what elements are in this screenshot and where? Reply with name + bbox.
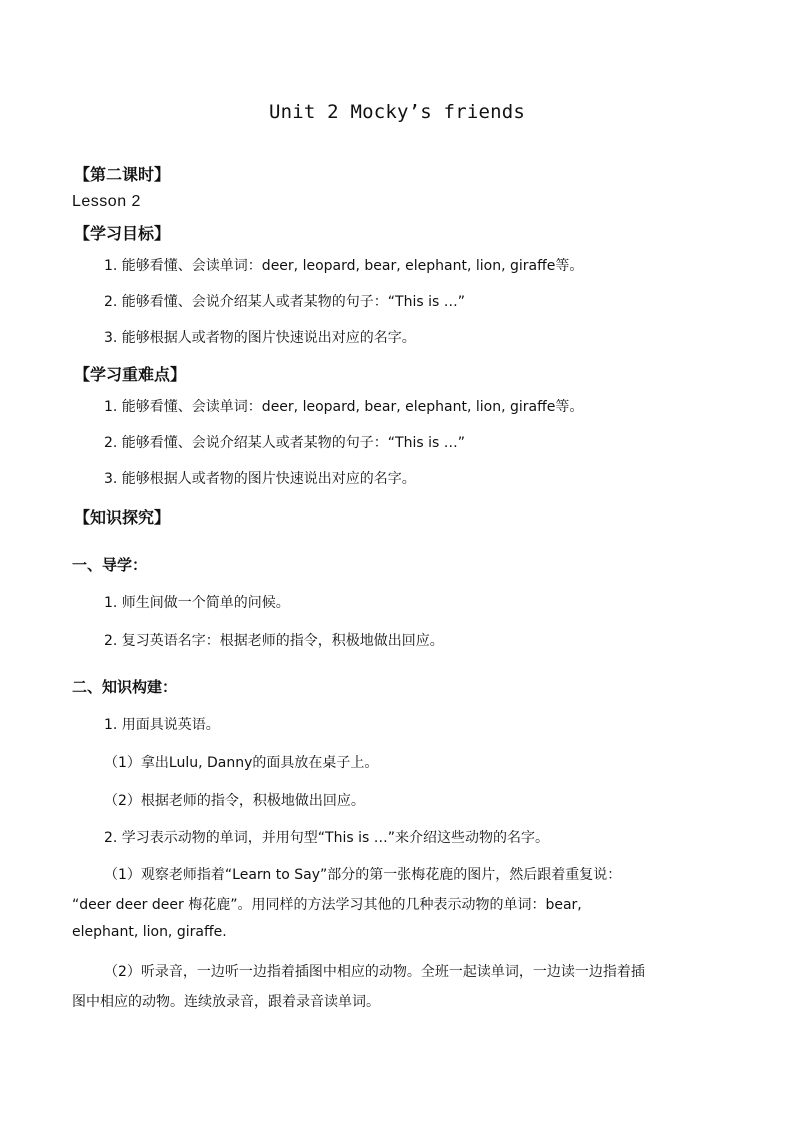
period-heading: 【第二课时】 — [74, 165, 171, 184]
guide-item: 2. 复习英语名字：根据老师的指令，积极地做出回应。 — [104, 633, 444, 649]
knowledge-item: （2）听录音，一边听一边指着插图中相应的动物。全班一起读单词，一边读一边指着插 — [104, 964, 645, 980]
knowledge-item: 图中相应的动物。连续放录音，跟着录音读单词。 — [72, 994, 380, 1010]
knowledge-item: 2. 学习表示动物的单词，并用句型“This is …”来介绍这些动物的名字。 — [104, 830, 550, 846]
objective-item: 3. 能够根据人或者物的图片快速说出对应的名字。 — [104, 330, 416, 346]
key-point-item: 1. 能够看懂、会读单词：deer, leopard, bear, elephant, lion, giraffe等。 — [104, 399, 584, 415]
knowledge-item: “deer deer deer 梅花鹿”。用同样的方法学习其他的几种表示动物的单词：bear, — [72, 897, 582, 913]
section-heading-knowledge: 二、知识构建： — [72, 678, 178, 696]
page-title: Unit 2 Mocky’s friends — [268, 101, 526, 123]
section-heading-guide: 一、导学： — [72, 556, 148, 574]
objectives-heading: 【学习目标】 — [74, 224, 171, 243]
knowledge-item: 1. 用面具说英语。 — [104, 717, 220, 733]
knowledge-item: （1）拿出Lulu, Danny的面具放在桌子上。 — [104, 755, 379, 771]
key-point-item: 2. 能够看懂、会说介绍某人或者某物的句子：“This is …” — [104, 435, 466, 451]
key-point-item: 3. 能够根据人或者物的图片快速说出对应的名字。 — [104, 471, 416, 487]
objective-item: 2. 能够看懂、会说介绍某人或者某物的句子：“This is …” — [104, 294, 466, 310]
knowledge-item: elephant, lion, giraffe. — [72, 924, 227, 940]
lesson-label: Lesson 2 — [72, 193, 141, 210]
key-points-heading: 【学习重难点】 — [74, 365, 187, 384]
exploration-heading: 【知识探究】 — [74, 508, 171, 527]
guide-item: 1. 师生间做一个简单的问候。 — [104, 595, 290, 611]
knowledge-item: （2）根据老师的指令，积极地做出回应。 — [104, 793, 365, 809]
objective-item: 1. 能够看懂、会读单词：deer, leopard, bear, elephant, lion, giraffe等。 — [104, 258, 584, 274]
knowledge-item: （1）观察老师指着“Learn to Say”部分的第一张梅花鹿的图片，然后跟着重复说： — [104, 867, 622, 883]
